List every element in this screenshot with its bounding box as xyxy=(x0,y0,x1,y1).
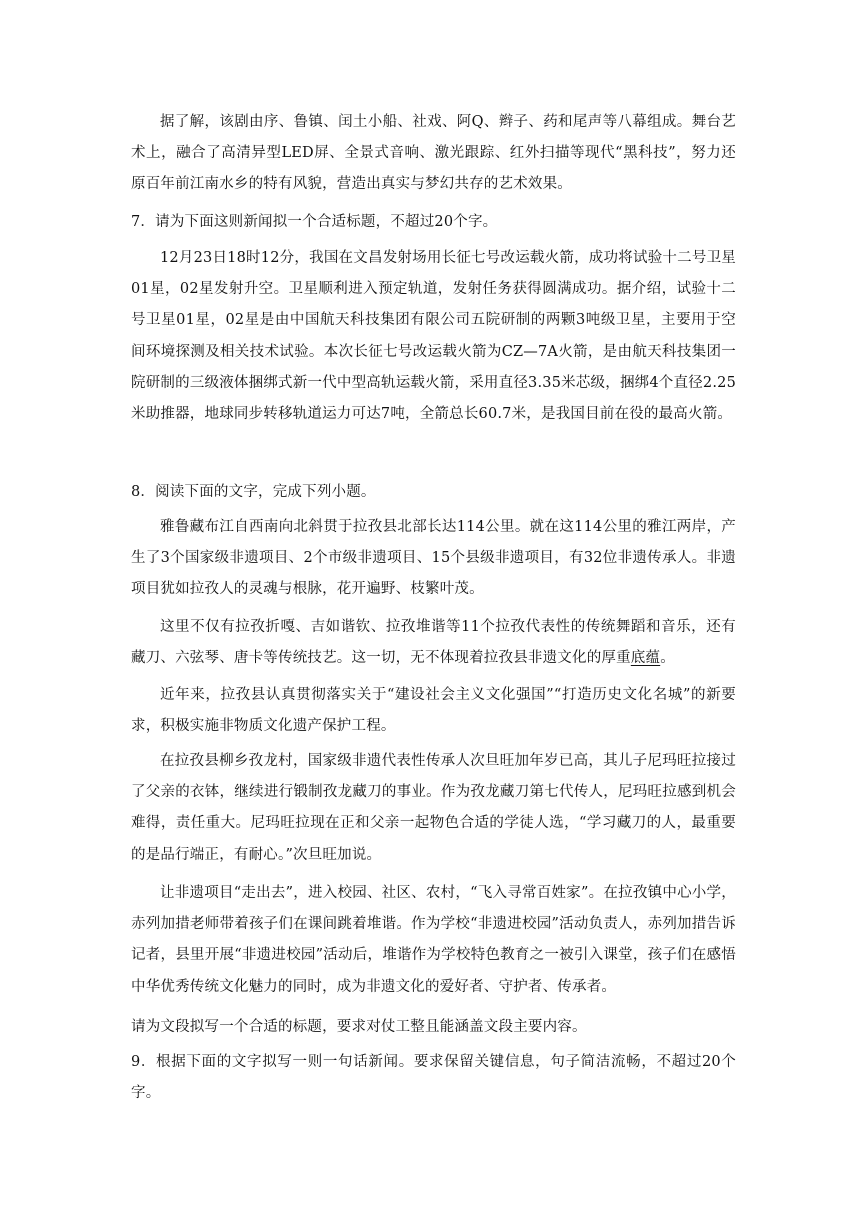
question-7: 7．请为下面这则新闻拟一个合适标题，不超过20个字。 xyxy=(131,214,498,230)
question-8-prompt: 请为文段拟写一个合适的标题，要求对仗工整且能涵盖文段主要内容。 xyxy=(131,1019,587,1035)
paragraph-text-before: 这里不仅有拉孜折嘎、吉如谐钦、拉孜堆谐等11个拉孜代表性的传统舞蹈和音乐，还有藏刀、六弦琴、唐卡等传统技艺。这一切，无不体现着拉孜县非遗文化的厚重 xyxy=(131,619,736,667)
paragraph-rocket-news: 12月23日18时12分，我国在文昌发射场用长征七号改运载火箭，成功将试验十二号卫星01星，02星发射升空。卫星顺利进入预定轨道，发射任务获得圆满成功。据介绍，试验十二号卫星01星，02星是由中国航天科技集团有限公司五院研制的两颗3吨级卫星，主要用于空间环境探测及相关技术试验。本次长征七号改运载火箭为CZ—7A火箭，是由航天科技集团一院研制的三级液体捆绑式新一代中型高轨运载火箭，采用直径3.35米芯级，捆绑4个直径2.25米助推器，地球同步转移轨道运力可达7吨，全箭总长60.7米，是我国目前在役的最高火箭。 xyxy=(131,250,736,423)
paragraph-tibetan-knife: 在拉孜县柳乡孜龙村，国家级非遗代表性传承人次旦旺加年岁已高，其儿子尼玛旺拉接过了父亲的衣钵，继续进行锻制孜龙藏刀的事业。作为孜龙藏刀第七代传人，尼玛旺拉感到机会难得，责任重大。尼玛旺拉现在正和父亲一起物色合适的学徒人选，“学习藏刀的人，最重要的是品行端正，有耐心。”次旦旺加说。 xyxy=(131,753,736,863)
paragraph-yarlung-heritage: 雅鲁藏布江自西南向北斜贯于拉孜县北部长达114公里。就在这114公里的雅江两岸，产生了3个国家级非遗项目、2个市级非遗项目、15个县级非遗项目，有32位非遗传承人。非遗项目犹如拉孜人的灵魂与根脉，花开遍野、枝繁叶茂。 xyxy=(131,519,736,598)
paragraph-text-after: 。 xyxy=(660,650,675,667)
question-8: 8．阅读下面的文字，完成下列小题。 xyxy=(131,484,376,500)
question-9: 9．根据下面的文字拟写一则一句话新闻。要求保留关键信息，句子简洁流畅，不超过20个字。 xyxy=(131,1054,736,1102)
paragraph-heritage-campus: 让非遗项目“走出去”，进入校园、社区、农村，“飞入寻常百姓家”。在拉孜镇中心小学，赤列加措老师带着孩子们在课间跳着堆谐。作为学校“非遗进校园”活动负责人，赤列加措告诉记者，县里开展“非遗进校园”活动后，堆谐作为学校特色教育之一被引入课堂，孩子们在感悟中华优秀传统文化魅力的同时，成为非遗文化的爱好者、守护者、传承者。 xyxy=(131,885,736,995)
paragraph-traditional-arts xyxy=(131,612,736,674)
paragraph-play-intro: 据了解，该剧由序、鲁镇、闰土小船、社戏、阿Q、辫子、药和尾声等八幕组成。舞台艺术上，融合了高清异型LED屏、全景式音响、激光跟踪、红外扫描等现代“黑科技”，努力还原百年前江南水乡的特有风貌，营造出真实与梦幻共存的艺术效果。 xyxy=(131,114,736,193)
paragraph-protection-project: 近年来，拉孜县认真贯彻落实关于“建设社会主义文化强国”“打造历史文化名城”的新要求，积极实施非物质文化遗产保护工程。 xyxy=(131,687,736,735)
underlined-word: 底蕴 xyxy=(630,650,661,667)
